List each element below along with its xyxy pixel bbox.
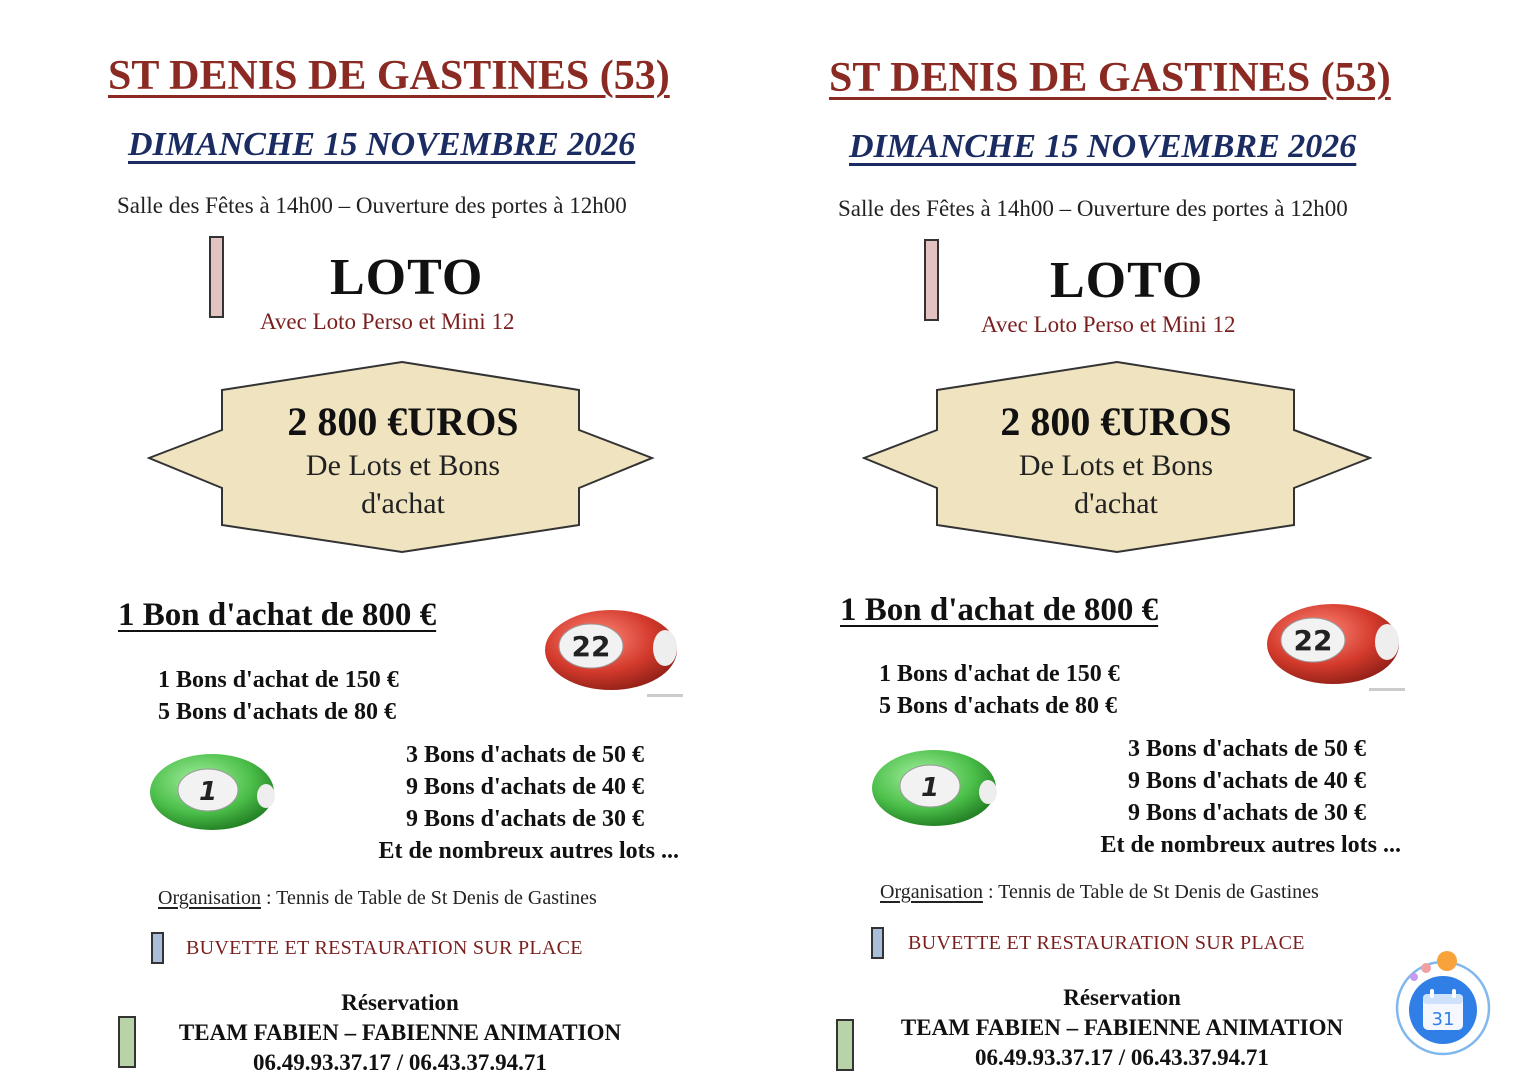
- flyer-title: ST DENIS DE GASTINES (53): [829, 55, 1391, 101]
- jackpot-line-1: De Lots et Bons: [1018, 449, 1214, 482]
- jackpot-description: [253, 447, 553, 523]
- calendar-day: 31: [1431, 1009, 1455, 1030]
- pink-bar-marker: [209, 236, 224, 318]
- event-date: DIMANCHE 15 NOVEMBRE 2026: [849, 128, 1357, 165]
- prize-item: 9 Bons d'achats de 30 €: [405, 806, 644, 832]
- prize-item: 5 Bons d'achats de 80 €: [879, 693, 1118, 719]
- event-name: LOTO: [330, 249, 484, 306]
- event-subtitle: Avec Loto Perso et Mini 12: [981, 312, 1236, 337]
- ball-number: 22: [571, 630, 611, 663]
- reservation-phones: 06.49.93.37.17 / 06.43.37.94.71: [975, 1045, 1269, 1070]
- event-subtitle: Avec Loto Perso et Mini 12: [260, 309, 515, 334]
- reservation-phones: 06.49.93.37.17 / 06.43.37.94.71: [253, 1050, 547, 1075]
- venue-text: Salle des Fêtes à 14h00 – Ouverture des portes à 12h00: [838, 196, 1348, 221]
- prize-item: 5 Bons d'achats de 80 €: [158, 699, 397, 725]
- jackpot-description: [966, 447, 1266, 523]
- ball-number: 1: [198, 777, 218, 807]
- prize-list-b: [334, 739, 679, 867]
- flyer-left: [0, 0, 720, 1080]
- prize-item: 1 Bons d'achat de 150 €: [879, 661, 1120, 687]
- jackpot-line-2: d'achat: [1074, 487, 1158, 520]
- jackpot-line-2: d'achat: [361, 487, 445, 520]
- prize-list-a: [879, 658, 1120, 722]
- ball-number: 22: [1293, 624, 1333, 657]
- blue-bar-marker: [871, 927, 884, 959]
- prize-item: 9 Bons d'achats de 30 €: [1127, 800, 1366, 826]
- buvette-text: BUVETTE ET RESTAURATION SUR PLACE: [186, 937, 583, 959]
- bingo-ball-green-icon: [870, 748, 1000, 833]
- prize-item: 3 Bons d'achats de 50 €: [405, 742, 644, 768]
- organisation-label: Organisation: [158, 887, 261, 909]
- organisation-value: : Tennis de Table de St Denis de Gastines: [982, 881, 1319, 903]
- flyer-title: ST DENIS DE GASTINES (53): [108, 53, 670, 99]
- calendar-widget-button[interactable]: [1395, 950, 1495, 1060]
- organisation-line: [158, 887, 597, 910]
- prize-list-b: [1056, 733, 1401, 861]
- reservation-block: [120, 988, 680, 1078]
- prize-item: Et de nombreux autres lots ...: [1100, 832, 1401, 858]
- pink-bar-marker: [924, 239, 939, 321]
- jackpot-amount: 2 800 €UROS: [287, 399, 519, 444]
- jackpot-line-1: De Lots et Bons: [305, 449, 501, 482]
- prize-item: 9 Bons d'achats de 40 €: [1127, 768, 1366, 794]
- organisation-line: [880, 881, 1319, 904]
- event-name: LOTO: [1050, 252, 1204, 309]
- ball-number: 1: [920, 773, 940, 803]
- prize-item: Et de nombreux autres lots ...: [378, 838, 679, 864]
- event-date: DIMANCHE 15 NOVEMBRE 2026: [128, 126, 636, 163]
- bingo-ball-red-icon: [543, 608, 683, 698]
- prize-item: 3 Bons d'achats de 50 €: [1127, 736, 1366, 762]
- main-prize: 1 Bon d'achat de 800 €: [118, 597, 437, 633]
- blue-bar-marker: [151, 932, 164, 964]
- prize-item: 1 Bons d'achat de 150 €: [158, 667, 399, 693]
- venue-text: Salle des Fêtes à 14h00 – Ouverture des portes à 12h00: [117, 193, 627, 218]
- main-prize: 1 Bon d'achat de 800 €: [840, 592, 1159, 628]
- organisation-label: Organisation: [880, 881, 983, 903]
- reservation-team: TEAM FABIEN – FABIENNE ANIMATION: [178, 1020, 622, 1045]
- prize-item: 9 Bons d'achats de 40 €: [405, 774, 644, 800]
- reservation-label: Réservation: [1063, 985, 1181, 1010]
- reservation-team: TEAM FABIEN – FABIENNE ANIMATION: [900, 1015, 1344, 1040]
- jackpot-amount: 2 800 €UROS: [1000, 399, 1232, 444]
- flyer-right: [720, 2, 1440, 1082]
- organisation-value: : Tennis de Table de St Denis de Gastines: [260, 887, 597, 909]
- reservation-label: Réservation: [341, 990, 459, 1015]
- bingo-ball-green-icon: [148, 752, 278, 837]
- calendar-icon: [1395, 950, 1495, 1060]
- bingo-ball-red-icon: [1265, 602, 1405, 692]
- prize-list-a: [158, 664, 399, 728]
- buvette-text: BUVETTE ET RESTAURATION SUR PLACE: [908, 932, 1305, 954]
- reservation-block: [842, 983, 1402, 1073]
